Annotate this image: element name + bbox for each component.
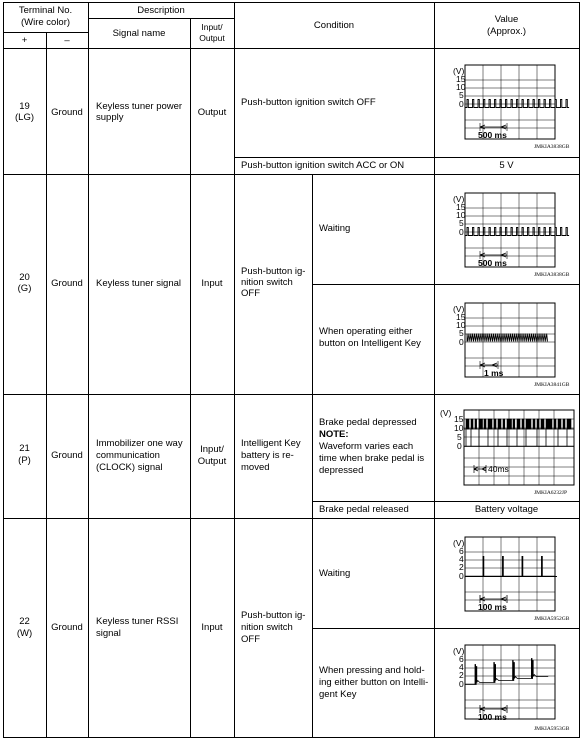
y-tick-label: 15 (454, 414, 464, 424)
time-scale-label: 100 ms (478, 712, 507, 722)
y-axis-unit: (V) (453, 66, 465, 76)
waveform-figure (440, 60, 576, 152)
wire-color: (W) (16, 628, 33, 639)
io-label: Output (197, 456, 227, 467)
main-condition: nition switch (241, 622, 293, 633)
y-tick-label: 0 (459, 227, 464, 237)
main-condition: nition switch (241, 277, 293, 288)
header-io: Output (199, 33, 225, 43)
value-text: Battery voltage (474, 504, 539, 515)
signal-name: Keyless tuner power (96, 101, 183, 112)
y-tick-label: 15 (456, 312, 466, 322)
condition-text: Waveform varies each (319, 441, 414, 452)
wire-color: (G) (17, 283, 32, 294)
time-scale-label: 500 ms (478, 258, 507, 268)
y-axis-unit: (V) (453, 194, 465, 204)
waveform-figure (440, 188, 576, 280)
terminal-number: 19 (19, 101, 30, 112)
time-scale-label: 500 ms (478, 130, 507, 140)
wire-color: (P) (18, 455, 31, 466)
signal-name: supply (96, 112, 124, 123)
time-scale-label: 1 ms (484, 368, 504, 378)
wire-color: (LG) (15, 112, 34, 123)
waveform-figure (440, 298, 576, 390)
y-tick-label: 10 (456, 210, 466, 220)
io-label: Input (201, 622, 223, 633)
note-label: NOTE: (319, 429, 349, 440)
y-tick-label: 0 (459, 99, 464, 109)
time-scale-label: 100 ms (478, 602, 507, 612)
waveform-figure (440, 532, 576, 624)
time-scale-label: 40ms (488, 464, 509, 474)
main-condition: Push-button ig- (241, 266, 306, 277)
signal-name: signal (96, 628, 121, 639)
header-io: Input/ (201, 22, 223, 32)
y-tick-label: 4 (459, 662, 464, 672)
header-description: Description (137, 5, 185, 16)
ground-label: Ground (51, 622, 83, 633)
main-condition: Intelligent Key (241, 438, 301, 449)
waveform-figure (436, 403, 578, 499)
y-axis-unit: (V) (440, 408, 452, 418)
condition-text: Push-button ignition switch OFF (241, 97, 376, 108)
main-condition: Push-button ig- (241, 610, 306, 621)
signal-name: Keyless tuner RSSI (96, 616, 179, 627)
main-condition: moved (241, 462, 270, 473)
condition-text: ing either button on Intelli- (319, 677, 429, 688)
signal-name: (CLOCK) signal (96, 462, 163, 473)
y-tick-label: 0 (459, 679, 464, 689)
main-condition: OFF (241, 288, 260, 299)
figure-code: JMKIA6232JP (534, 490, 568, 496)
condition-text: button on Intelligent Key (319, 338, 421, 349)
y-tick-label: 5 (459, 328, 464, 338)
y-tick-label: 0 (457, 441, 462, 451)
terminal-number: 21 (19, 443, 30, 454)
condition-text: Brake pedal released (319, 504, 409, 515)
header-wire-color: (Wire color) (20, 17, 71, 28)
condition-text: Waiting (319, 568, 351, 579)
ground-label: Ground (51, 450, 83, 461)
y-tick-label: 0 (459, 571, 464, 581)
io-label: Input (201, 278, 223, 289)
header-value: Value (494, 14, 519, 25)
header-value-approx: (Approx.) (486, 26, 527, 37)
main-condition: OFF (241, 634, 260, 645)
condition-text: Brake pedal depressed (319, 417, 417, 428)
y-axis-unit: (V) (453, 646, 465, 656)
y-tick-label: 0 (459, 337, 464, 347)
header-plus: + (21, 35, 28, 46)
waveform-figure (440, 640, 576, 734)
condition-text: gent Key (319, 689, 357, 700)
header-minus: – (64, 35, 70, 46)
y-axis-unit: (V) (453, 538, 465, 548)
figure-code: JMKIA3841GB (534, 382, 570, 388)
y-tick-label: 10 (456, 82, 466, 92)
y-tick-label: 5 (457, 432, 462, 442)
header-terminal-no: Terminal No. (18, 5, 73, 16)
header-signal-name: Signal name (112, 28, 166, 39)
y-tick-label: 5 (459, 90, 464, 100)
condition-text: time when brake pedal is (319, 453, 425, 464)
y-tick-label: 15 (456, 202, 466, 212)
terminal-number: 22 (19, 616, 30, 627)
ground-label: Ground (51, 107, 83, 118)
y-tick-label: 5 (459, 218, 464, 228)
ground-label: Ground (51, 278, 83, 289)
y-tick-label: 10 (454, 423, 464, 433)
y-tick-label: 6 (459, 546, 464, 556)
figure-code: JMKIA5952GB (534, 616, 570, 622)
signal-name: Keyless tuner signal (96, 278, 182, 289)
y-axis-unit: (V) (453, 304, 465, 314)
io-label: Input/ (200, 444, 224, 455)
io-label: Output (197, 107, 227, 118)
value-text: 5 V (499, 160, 514, 171)
header-condition: Condition (313, 20, 355, 31)
y-tick-label: 6 (459, 654, 464, 664)
condition-text: depressed (319, 465, 364, 476)
condition-text: Waiting (319, 223, 351, 234)
terminal-number: 20 (19, 272, 30, 283)
y-tick-label: 10 (456, 320, 466, 330)
signal-name: Immobilizer one way (96, 438, 183, 449)
figure-code: JMKIA3838GB (534, 144, 570, 150)
condition-text: When operating either (319, 326, 413, 337)
figure-code: JMKIA5953GB (534, 726, 570, 732)
condition-text: Push-button ignition switch ACC or ON (241, 160, 405, 171)
y-tick-label: 4 (459, 554, 464, 564)
condition-text: When pressing and hold- (319, 665, 425, 676)
figure-code: JMKIA3838GB (534, 272, 570, 278)
y-tick-label: 2 (459, 562, 464, 572)
y-tick-label: 2 (459, 670, 464, 680)
signal-name: communication (96, 450, 160, 461)
y-tick-label: 15 (456, 74, 466, 84)
main-condition: battery is re- (241, 450, 294, 461)
